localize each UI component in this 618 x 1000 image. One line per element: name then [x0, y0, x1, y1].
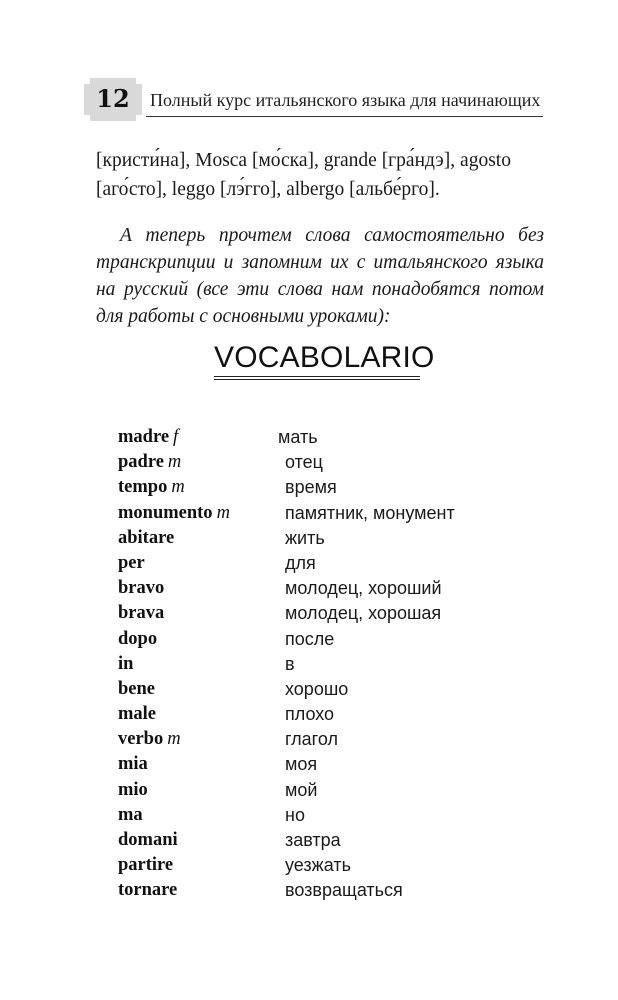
italian-term	[118, 878, 181, 903]
gender-marker: m	[171, 477, 185, 498]
russian-translation: жить	[285, 527, 325, 548]
italian-term	[118, 425, 178, 450]
italian-term	[118, 501, 230, 526]
running-title: Полный курс итальянского языка для начинающих	[150, 90, 541, 110]
italian-term	[118, 677, 159, 702]
vocabulary-entry	[118, 627, 538, 652]
italian-term	[118, 576, 168, 601]
term-word: male	[118, 704, 157, 725]
instruction-paragraph	[96, 222, 544, 330]
vocabulary-entry	[118, 803, 538, 828]
badge-corner-notch	[84, 115, 90, 121]
term-word: tornare	[118, 880, 178, 901]
term-word: dopo	[118, 628, 158, 649]
vocabulary-entry	[118, 828, 538, 853]
russian-translation: плохо	[285, 704, 335, 725]
vocabulary-list	[118, 425, 538, 904]
russian-translation: мой	[285, 779, 318, 800]
italian-term	[118, 828, 182, 853]
term-word: domani	[118, 830, 178, 850]
vocabulary-entry	[118, 677, 538, 702]
vocabulary-entry	[118, 475, 538, 500]
intro-paragraph	[96, 146, 546, 204]
term-word: in	[118, 653, 134, 674]
instruction-line: транскрипции и запомним их с итальянского языка	[96, 252, 544, 273]
term-word: padre	[118, 452, 164, 473]
italian-term	[118, 853, 177, 878]
term-word: bravo	[118, 578, 165, 599]
russian-translation: хорошо	[285, 678, 349, 699]
term-word: brava	[118, 603, 165, 624]
page-number: 12	[96, 84, 130, 113]
vocabulary-entry	[118, 878, 538, 903]
russian-translation: после	[285, 628, 335, 649]
russian-translation: памятник, монумент	[285, 502, 455, 523]
term-word: monumento	[118, 502, 213, 523]
vocabulary-entry	[118, 576, 538, 601]
term-word: mia	[118, 754, 148, 775]
russian-translation: мать	[278, 427, 318, 447]
term-word: bene	[118, 678, 155, 699]
italian-term	[118, 752, 152, 777]
vocabulary-entry	[118, 752, 538, 777]
vocabulary-entry	[118, 778, 538, 803]
italian-term	[118, 652, 137, 677]
italian-term	[118, 551, 149, 576]
instruction-line: для работы с основными уроками):	[96, 306, 391, 327]
term-word: partire	[118, 855, 174, 876]
italian-term	[118, 727, 181, 752]
term-word: madre	[118, 427, 170, 447]
russian-translation: время	[285, 477, 337, 498]
russian-translation: моя	[285, 754, 318, 775]
gender-marker: m	[167, 729, 181, 750]
russian-translation: в	[285, 653, 295, 674]
russian-translation: отец	[285, 452, 323, 473]
vocabulary-entry	[118, 526, 538, 551]
gender-marker: m	[216, 502, 230, 523]
italian-term	[118, 627, 161, 652]
russian-translation: завтра	[285, 830, 341, 850]
badge-corner-notch	[136, 115, 142, 121]
italian-term	[118, 526, 178, 551]
intro-line: [аго́сто], leggo [лэ́гго], albergo [альбе́рго].	[96, 179, 440, 200]
vocabulary-entry	[118, 425, 538, 450]
vocabulary-entry	[118, 702, 538, 727]
russian-translation: возвращаться	[285, 880, 403, 901]
gender-marker: f	[173, 427, 179, 447]
vocabulary-entry	[118, 727, 538, 752]
instruction-line: на русский (все эти слова нам понадобятся потом	[96, 279, 544, 300]
gender-marker: m	[167, 452, 182, 473]
term-word: abitare	[118, 527, 175, 548]
heading-underline	[214, 379, 420, 380]
italian-term	[118, 450, 181, 475]
term-word: tempo	[118, 477, 168, 498]
vocabulary-entry	[118, 450, 538, 475]
vocabulary-entry	[118, 652, 538, 677]
header-rule	[146, 116, 543, 117]
term-word: verbo	[118, 729, 164, 750]
italian-term	[118, 601, 168, 626]
vocabulary-entry	[118, 501, 538, 526]
italian-term	[118, 803, 147, 828]
heading-underline	[214, 376, 420, 377]
vocabulary-entry	[118, 551, 538, 576]
russian-translation: молодец, хороший	[285, 578, 442, 599]
term-word: mio	[118, 779, 148, 800]
vocabulary-entry	[118, 853, 538, 878]
russian-translation: глагол	[285, 729, 338, 750]
russian-translation: но	[285, 804, 305, 825]
russian-translation: для	[285, 552, 316, 573]
italian-term	[118, 702, 160, 727]
vocabulary-entry	[118, 601, 538, 626]
russian-translation: уезжать	[285, 855, 351, 876]
russian-translation: молодец, хорошая	[285, 603, 442, 624]
page-number-badge	[84, 78, 142, 121]
instruction-line: А теперь прочтем слова самостоятельно без	[120, 225, 544, 246]
term-word: ma	[118, 804, 143, 825]
term-word: per	[118, 552, 145, 573]
section-heading: VOCABOLARIO	[214, 341, 435, 374]
italian-term	[118, 475, 185, 500]
intro-line: [кристи́на], Mosca [мо́ска], grande [гра́ндэ], agosto	[96, 150, 511, 171]
italian-term	[118, 778, 152, 803]
